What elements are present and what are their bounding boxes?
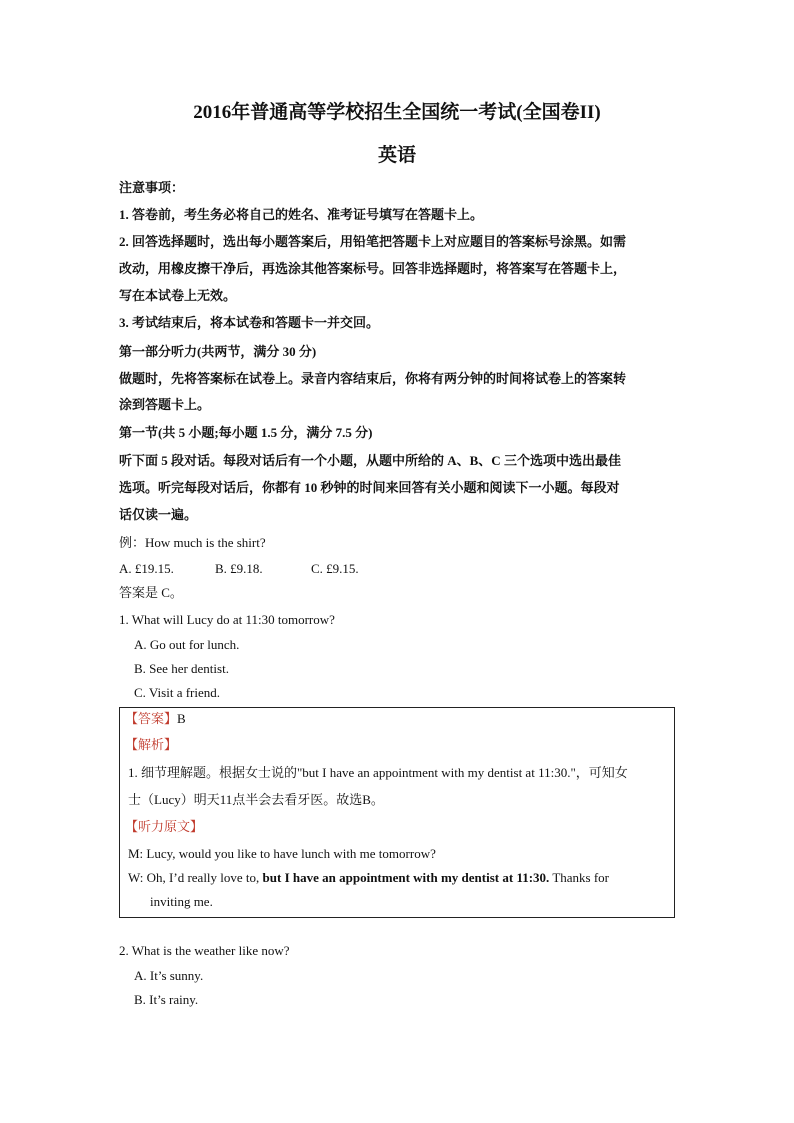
section1-instruction-line-2: 选项。听完每段对话后，你都有 10 秒钟的时间来回答有关小题和阅读下一小题。每段对: [119, 480, 620, 495]
q2-option-a: A. It’s sunny.: [134, 968, 204, 983]
notice-heading: 注意事项：: [119, 180, 185, 195]
q1-option-b: B. See her dentist.: [134, 661, 229, 676]
script-w-prefix: W: Oh, I’d really love to,: [128, 870, 263, 885]
example-question: 例：How much is the shirt?: [119, 535, 266, 550]
script-m-line: M: Lucy, would you like to have lunch with me tomorrow?: [128, 846, 436, 861]
script-w-line: [128, 870, 609, 886]
q2-question: 2. What is the weather like now?: [119, 943, 290, 958]
script-w-bold: but I have an appointment with my dentist at 11:30.: [262, 870, 550, 885]
example-answer: 答案是 C。: [119, 585, 183, 600]
q1-answer-line: [125, 711, 186, 727]
script-w-line-2: inviting me.: [150, 894, 213, 909]
notice-item-1: 1. 答卷前，考生务必将自己的姓名、准考证号填写在答题卡上。: [119, 207, 484, 222]
q1-option-c: C. Visit a friend.: [134, 685, 220, 700]
notice-item-3: 3. 考试结束后，将本试卷和答题卡一并交回。: [119, 315, 380, 330]
analysis-line-2: 士（Lucy）明天11点半会去看牙医。故选B。: [128, 792, 384, 807]
notice-item-2-line-1: 2. 回答选择题时，选出每小题答案后，用铅笔把答题卡上对应题目的答案标号涂黑。如需: [119, 234, 627, 249]
example-option-c: C. £9.15.: [311, 561, 359, 576]
notice-item-2-line-3: 写在本试卷上无效。: [119, 288, 237, 303]
answer-value: B: [177, 711, 186, 726]
section1-instruction-line-1: 听下面 5 段对话。每段对话后有一个小题，从题中所给的 A、B、C 三个选项中选出最佳: [119, 453, 621, 468]
q2-option-b: B. It’s rainy.: [134, 992, 199, 1007]
q1-answer-box: [119, 707, 675, 918]
notice-item-2-line-2: 改动，用橡皮擦干净后，再选涂其他答案标号。回答非选择题时，将答案写在答题卡上，: [119, 261, 627, 276]
answer-label: 【答案】: [125, 711, 178, 726]
script-label: 【听力原文】: [125, 819, 204, 834]
subject-title: 英语: [377, 145, 416, 166]
q1-option-a: A. Go out for lunch.: [134, 637, 240, 652]
section1-heading: 第一节(共 5 小题;每小题 1.5 分，满分 7.5 分): [119, 425, 373, 440]
section1-instruction-line-3: 话仅读一遍。: [119, 507, 198, 522]
script-w-suffix: Thanks for: [549, 870, 610, 885]
analysis-line-1: 1. 细节理解题。根据女士说的"but I have an appointment with my dentist at 11:30."，可知女: [128, 765, 628, 780]
example-option-b: B. £9.18.: [215, 561, 263, 576]
example-option-a: A. £19.15.: [119, 561, 174, 576]
analysis-label: 【解析】: [125, 737, 178, 752]
part1-heading: 第一部分听力(共两节，满分 30 分): [119, 344, 317, 359]
exam-title: 2016年普通高等学校招生全国统一考试(全国卷II): [193, 102, 601, 123]
part1-instruction-line-2: 涂到答题卡上。: [119, 397, 211, 412]
part1-instruction-line-1: 做题时，先将答案标在试卷上。录音内容结束后，你将有两分钟的时间将试卷上的答案转: [119, 371, 627, 386]
example-options: [119, 561, 407, 577]
q1-question: 1. What will Lucy do at 11:30 tomorrow?: [119, 612, 335, 627]
